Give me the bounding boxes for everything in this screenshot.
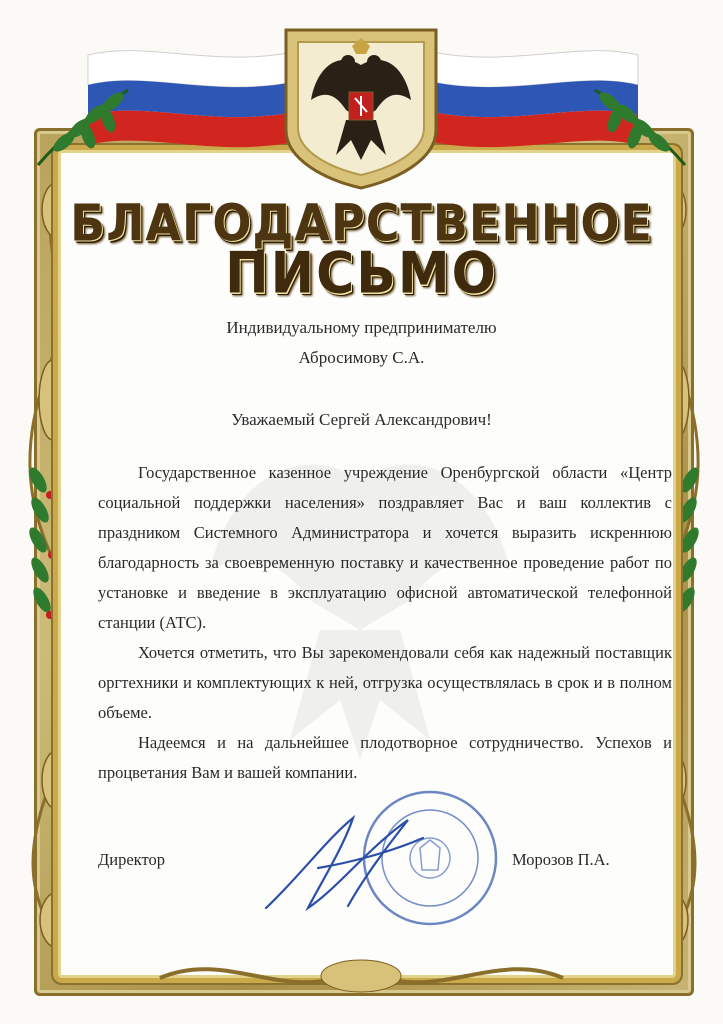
signatory-name: Морозов П.А. <box>512 850 610 869</box>
right-laurel-branch-icon <box>585 80 695 170</box>
title-line-2: ПИСЬМО <box>225 241 498 307</box>
greeting: Уважаемый Сергей Александрович! <box>231 410 492 429</box>
bottom-ornament-icon <box>150 948 573 1008</box>
signatory-title: Директор <box>98 850 165 869</box>
letter-body <box>98 458 672 788</box>
coat-of-arms-icon <box>276 20 446 190</box>
left-laurel-branch-icon <box>28 80 138 170</box>
paragraph: Государственное казенное учреждение Оренбургской области «Центр социальной поддержки населения» поздравляет Вас и ваш коллектив с праздником Системного Администратора и хочется выразить искреннюю благодарность за своевременную поставку и качественное проведение работ по установке и введение в эксплуатацию офисной автоматической телефонной станции (АТС). <box>98 463 672 632</box>
signature-icon <box>258 808 428 918</box>
paragraph: Хочется отметить, что Вы зарекомендовали себя как надежный поставщик оргтехники и комплектующих к ней, отгрузка осуществлялась в срок и в полном объеме. <box>98 643 672 722</box>
paragraph: Надеемся и на дальнейшее плодотворное сотрудничество. Успехов и процветания Вам и вашей компании. <box>98 733 672 782</box>
addressee-line-2: Абросимову С.А. <box>298 348 425 367</box>
addressee-line-1: Индивидуальному предпринимателю <box>226 318 497 337</box>
title-line-1: БЛАГОДАРСТВЕННОЕ <box>70 193 653 253</box>
